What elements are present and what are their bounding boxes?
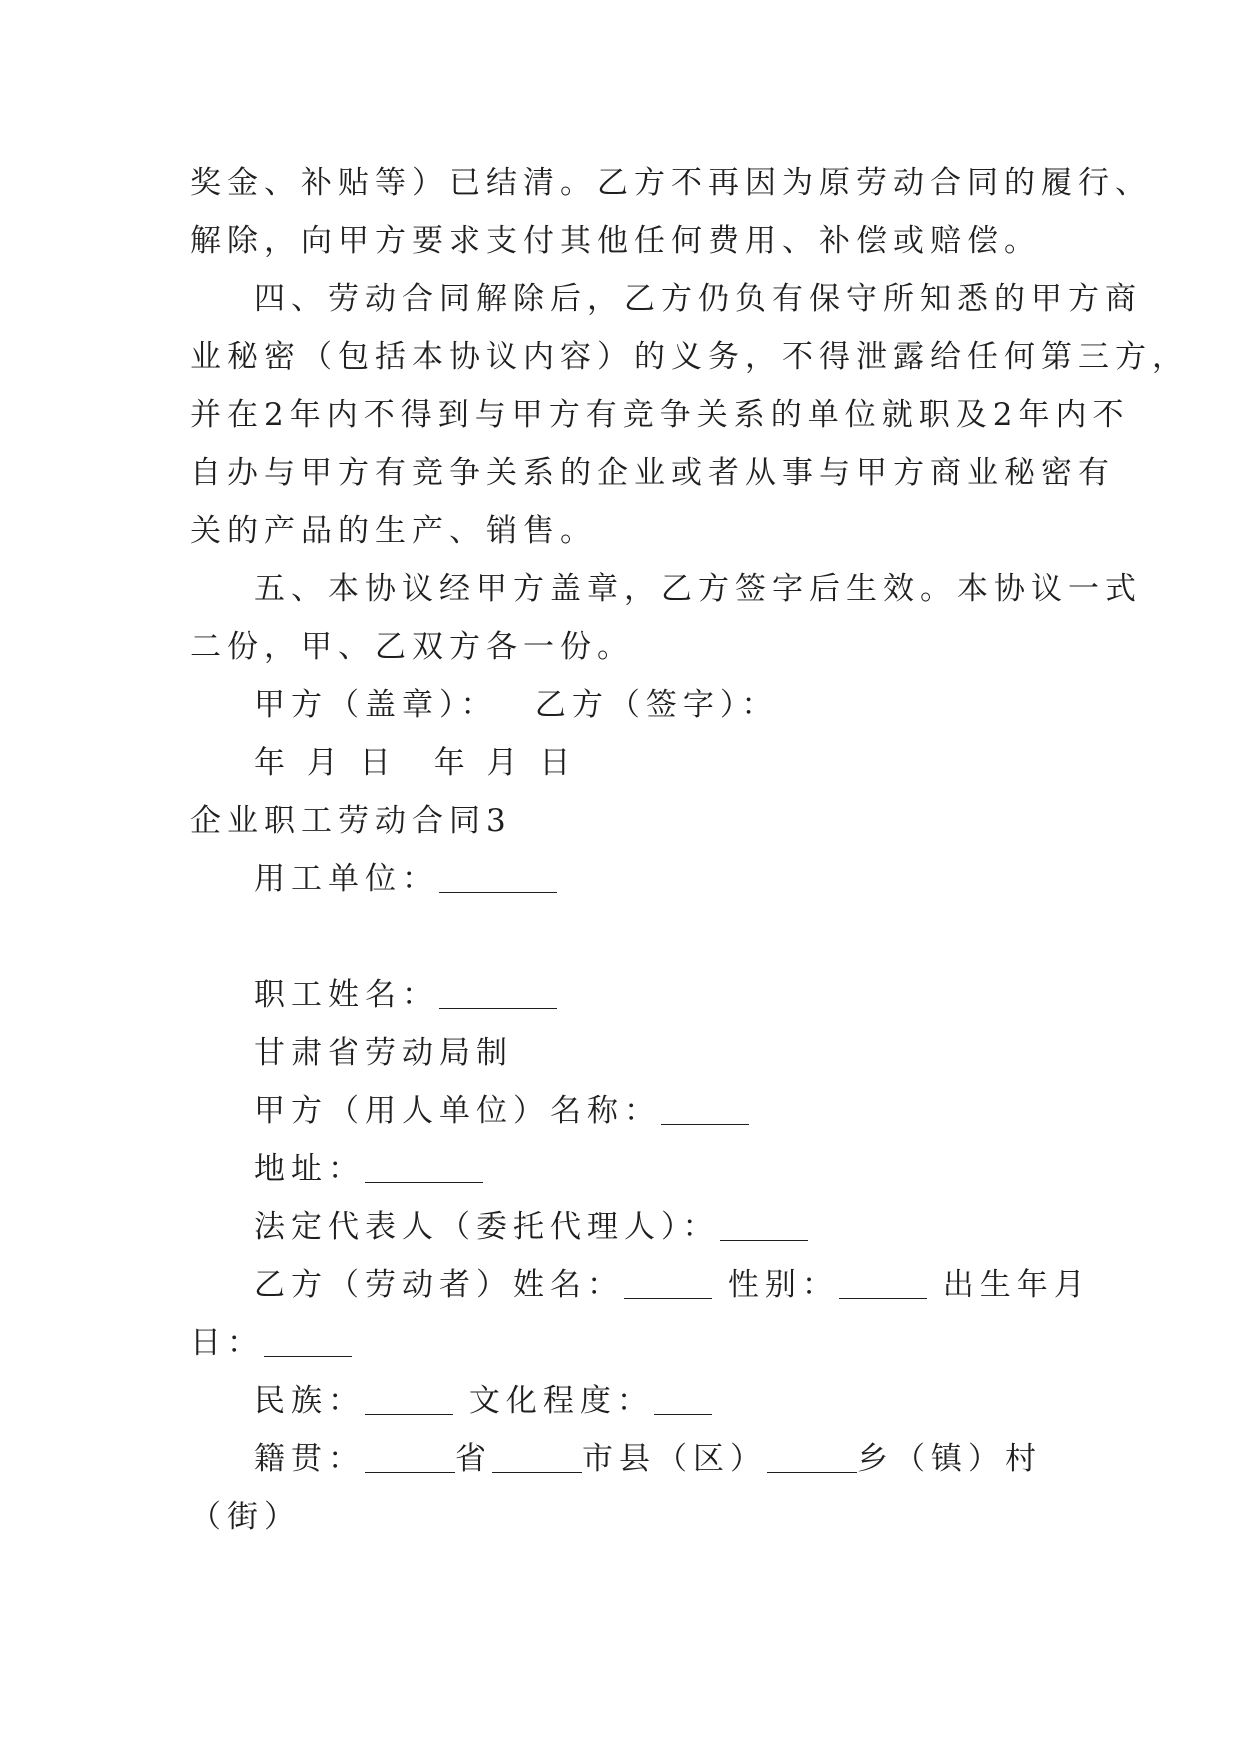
gender-label: 性别： — [727, 1267, 839, 1303]
text-line: 自办与甲方有竞争关系的企业或者从事与甲方商业秘密有 — [190, 455, 1115, 491]
province-text: 省 — [455, 1441, 492, 1477]
employee-name-line — [190, 966, 1070, 1024]
text-line: 并在2年内不得到与甲方有竞争关系的单位就职及2年内不 — [190, 397, 1130, 433]
employer-label: 用工单位： — [254, 861, 439, 897]
contract-title: 企业职工劳动合同3 — [190, 803, 512, 839]
education-label: 文化程度： — [468, 1383, 654, 1419]
birth-label-cont: 日： — [190, 1325, 264, 1361]
employer-line — [190, 850, 1070, 908]
spacer — [190, 908, 1070, 966]
birth-line — [190, 1314, 1070, 1372]
legal-rep-line — [190, 1198, 1070, 1256]
clause-five: 五、本协议经甲方盖章，乙方签字后生效。本协议一式 — [254, 571, 1142, 607]
birth-label: 出生年月 — [942, 1267, 1091, 1303]
address-blank — [365, 1146, 483, 1183]
party-a-name-blank — [661, 1088, 749, 1125]
issuer-line: 甘肃省劳动局制 — [254, 1035, 513, 1071]
text-line: 奖金、补贴等）已结清。乙方不再因为原劳动合同的履行、 — [190, 165, 1152, 201]
native-place-line — [190, 1430, 1070, 1488]
party-b-name-blank — [624, 1262, 712, 1299]
city-county-text: 市县（区） — [582, 1441, 767, 1477]
text-line: 解除，向甲方要求支付其他任何费用、补偿或赔偿。 — [190, 223, 1041, 259]
signature-line: 甲方（盖章）： 乙方（签字）： — [254, 687, 779, 723]
street-line: （街） — [190, 1499, 301, 1535]
birth-blank — [264, 1320, 352, 1357]
address-line — [190, 1140, 1070, 1198]
province-blank — [365, 1436, 455, 1473]
clause-four: 四、劳动合同解除后，乙方仍负有保守所知悉的甲方商 — [254, 281, 1142, 317]
education-blank — [654, 1378, 712, 1415]
legal-rep-blank — [720, 1204, 808, 1241]
legal-rep-label: 法定代表人（委托代理人）： — [254, 1209, 720, 1245]
date-line: 年 月 日 年 月 日 — [254, 745, 577, 781]
ethnicity-label: 民族： — [254, 1383, 365, 1419]
ethnicity-line — [190, 1372, 1070, 1430]
gender-blank — [839, 1262, 927, 1299]
native-place-label: 籍贯： — [254, 1441, 365, 1477]
city-blank — [492, 1436, 582, 1473]
employee-name-blank — [439, 972, 557, 1009]
employer-blank — [439, 856, 557, 893]
document-page — [190, 154, 1189, 1546]
text-line: 关的产品的生产、销售。 — [190, 513, 597, 549]
township-village-text: 乡（镇）村 — [857, 1441, 1042, 1477]
party-b-name-label: 乙方（劳动者）姓名： — [254, 1267, 624, 1303]
township-blank — [767, 1436, 857, 1473]
ethnicity-blank — [365, 1378, 453, 1415]
text-line: 业秘密（包括本协议内容）的义务，不得泄露给任何第三方， — [190, 339, 1189, 375]
text-line: 二份，甲、乙双方各一份。 — [190, 629, 634, 665]
party-b-line — [190, 1256, 1091, 1314]
employee-name-label: 职工姓名： — [254, 977, 439, 1013]
address-label: 地址： — [254, 1151, 365, 1187]
party-a-name-label: 甲方（用人单位）名称： — [254, 1093, 661, 1129]
party-a-name-line — [190, 1082, 1070, 1140]
